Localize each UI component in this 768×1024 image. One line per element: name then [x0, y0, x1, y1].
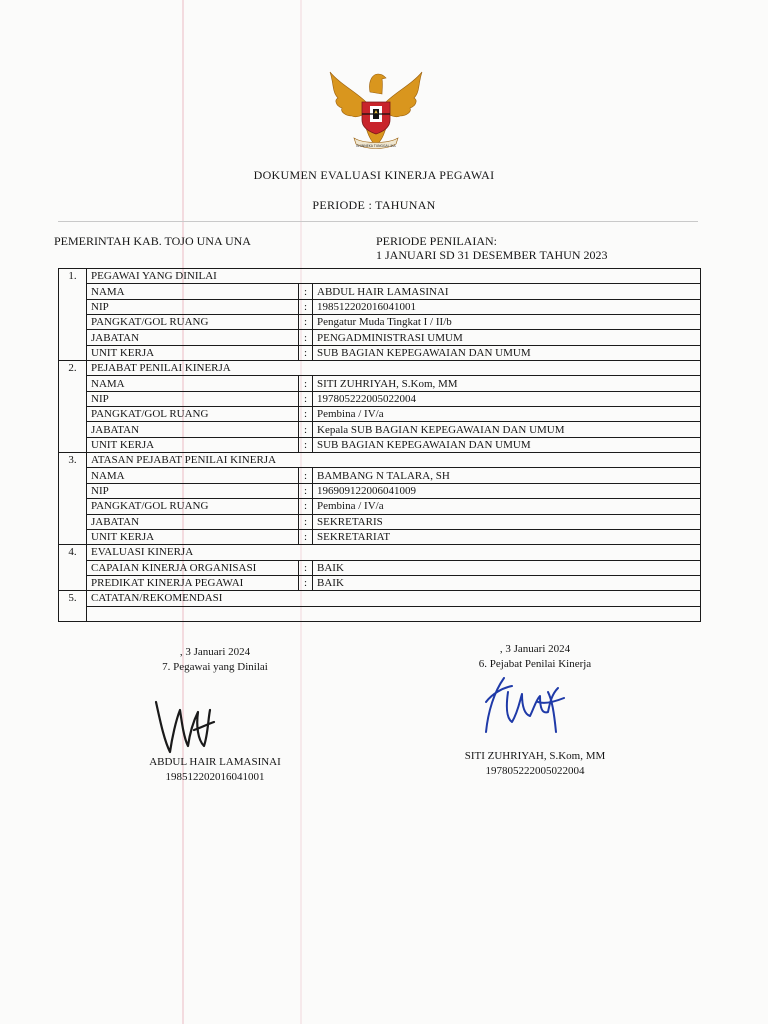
section-title: PEGAWAI YANG DINILAI: [87, 269, 701, 284]
field-row: [59, 391, 701, 406]
field-label: JABATAN: [87, 514, 299, 529]
colon-separator: :: [299, 299, 313, 314]
section-header-row: [59, 591, 701, 606]
field-value: PENGADMINISTRASI UMUM: [313, 330, 701, 345]
field-label: NIP: [87, 391, 299, 406]
section-header-row: [59, 269, 701, 284]
colon-separator: :: [299, 315, 313, 330]
field-value: SUB BAGIAN KEPEGAWAIAN DAN UMUM: [313, 437, 701, 452]
signer-nip: 198512202016041001: [165, 771, 265, 783]
field-label: JABATAN: [87, 422, 299, 437]
section-number: 4.: [59, 545, 87, 591]
signature-block-assessor: [440, 642, 630, 672]
field-label: CAPAIAN KINERJA ORGANISASI: [87, 560, 299, 575]
field-value: BAIK: [313, 575, 701, 590]
field-label: NIP: [87, 483, 299, 498]
section-number: 3.: [59, 453, 87, 545]
field-row: [59, 483, 701, 498]
field-value: SEKRETARIAT: [313, 529, 701, 544]
signature-block-employee: [130, 645, 300, 675]
field-value: BAIK: [313, 560, 701, 575]
field-label: UNIT KERJA: [87, 437, 299, 452]
field-label: UNIT KERJA: [87, 529, 299, 544]
colon-separator: :: [299, 330, 313, 345]
field-value: Pengatur Muda Tingkat I / II/b: [313, 315, 701, 330]
notes-cell: [87, 606, 701, 621]
field-value: 197805222005022004: [313, 391, 701, 406]
colon-separator: :: [299, 529, 313, 544]
section-title: PEJABAT PENILAI KINERJA: [87, 361, 701, 376]
signer-assessor: [440, 749, 630, 779]
emblem-motto: BHINNEKA TUNGGAL IKA: [356, 144, 396, 148]
colon-separator: :: [299, 468, 313, 483]
field-value: 198512202016041001: [313, 299, 701, 314]
agency-name: PEMERINTAH KAB. TOJO UNA UNA: [54, 234, 251, 248]
field-row: [59, 468, 701, 483]
signature-role: 7. Pegawai yang Dinilai: [162, 661, 268, 673]
section-header-row: [59, 453, 701, 468]
field-row: [59, 345, 701, 360]
field-label: NAMA: [87, 468, 299, 483]
field-label: PANGKAT/GOL RUANG: [87, 407, 299, 422]
section-title: ATASAN PEJABAT PENILAI KINERJA: [87, 453, 701, 468]
period-line: PERIODE : TAHUNAN: [312, 198, 436, 212]
signer-nip: 197805222005022004: [485, 765, 585, 777]
colon-separator: :: [299, 437, 313, 452]
colon-separator: :: [299, 376, 313, 391]
field-row: [59, 376, 701, 391]
field-value: BAMBANG N TALARA, SH: [313, 468, 701, 483]
field-label: UNIT KERJA: [87, 345, 299, 360]
garuda-emblem: [326, 62, 426, 154]
field-value: Kepala SUB BAGIAN KEPEGAWAIAN DAN UMUM: [313, 422, 701, 437]
section-number: 2.: [59, 361, 87, 453]
field-label: NAMA: [87, 284, 299, 299]
field-row: [59, 407, 701, 422]
field-row: [59, 315, 701, 330]
field-value: SUB BAGIAN KEPEGAWAIAN DAN UMUM: [313, 345, 701, 360]
field-label: PREDIKAT KINERJA PEGAWAI: [87, 575, 299, 590]
assessment-period-label: PERIODE PENILAIAN:: [376, 234, 497, 248]
assessment-period-value: 1 JANUARI SD 31 DESEMBER TAHUN 2023: [376, 248, 608, 262]
colon-separator: :: [299, 422, 313, 437]
section-header-row: [59, 361, 701, 376]
field-value: ABDUL HAIR LAMASINAI: [313, 284, 701, 299]
colon-separator: :: [299, 391, 313, 406]
section-number: 1.: [59, 269, 87, 361]
field-row: [59, 330, 701, 345]
signature-date: , 3 Januari 2024: [499, 643, 571, 655]
colon-separator: :: [299, 575, 313, 590]
colon-separator: :: [299, 499, 313, 514]
handwritten-signature-employee: [150, 690, 220, 760]
evaluation-table: [58, 268, 701, 622]
section-title: EVALUASI KINERJA: [87, 545, 701, 560]
colon-separator: :: [299, 560, 313, 575]
colon-separator: :: [299, 483, 313, 498]
field-value: 196909122006041009: [313, 483, 701, 498]
signer-name: SITI ZUHRIYAH, S.Kom, MM: [464, 750, 606, 762]
evaluation-table-body: [59, 269, 701, 622]
field-label: JABATAN: [87, 330, 299, 345]
field-value: SEKRETARIS: [313, 514, 701, 529]
field-row: [59, 422, 701, 437]
colon-separator: :: [299, 514, 313, 529]
field-row: [59, 499, 701, 514]
field-value: Pembina / IV/a: [313, 499, 701, 514]
colon-separator: :: [299, 284, 313, 299]
field-label: PANGKAT/GOL RUANG: [87, 499, 299, 514]
field-label: NAMA: [87, 376, 299, 391]
colon-separator: :: [299, 345, 313, 360]
empty-notes-row: [59, 606, 701, 621]
field-value: Pembina / IV/a: [313, 407, 701, 422]
field-row: [59, 575, 701, 590]
field-label: PANGKAT/GOL RUANG: [87, 315, 299, 330]
signature-date: , 3 Januari 2024: [179, 646, 251, 658]
signature-role: 6. Pejabat Penilai Kinerja: [478, 658, 592, 670]
signer-employee: [120, 755, 310, 785]
colon-separator: :: [299, 407, 313, 422]
section-header-row: [59, 545, 701, 560]
field-value: SITI ZUHRIYAH, S.Kom, MM: [313, 376, 701, 391]
field-label: NIP: [87, 299, 299, 314]
field-row: [59, 437, 701, 452]
document-title: DOKUMEN EVALUASI KINERJA PEGAWAI: [253, 168, 495, 182]
field-row: [59, 284, 701, 299]
section-number: 5.: [59, 591, 87, 622]
field-row: [59, 529, 701, 544]
signer-name: ABDUL HAIR LAMASINAI: [149, 756, 281, 768]
field-row: [59, 299, 701, 314]
field-row: [59, 560, 701, 575]
field-row: [59, 514, 701, 529]
section-title: CATATAN/REKOMENDASI: [87, 591, 701, 606]
divider: [58, 221, 698, 222]
handwritten-signature-assessor: [478, 672, 568, 742]
